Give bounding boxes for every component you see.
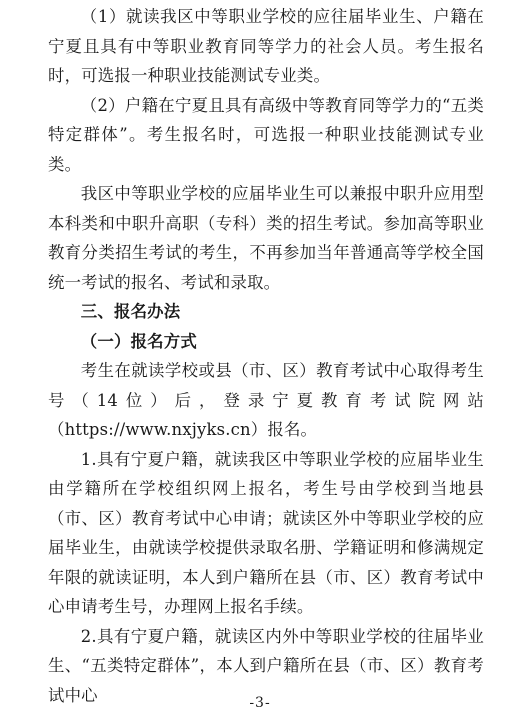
paragraph-registration-website: 考生在就读学校或县（市、区）教育考试中心取得考生号（14位）后，登录宁夏教育考试院网站（https://www.nxjyks.cn）报名。 (48, 361, 484, 439)
paragraph-eligibility-2: （2）户籍在宁夏且具有高级中等教育同等学力的“五类特定群体”。考生报名时，可选报一种职业技能测试专业类。 (48, 95, 484, 174)
paragraph-concurrent-application: 我区中等职业学校的应届毕业生可以兼报中职升应用型本科类和中职升高职（专科）类的招生考试。参加高等职业教育分类招生考试的考生，不再参加当年普通高等学校全国统一考试的报名、考试和录取。 (48, 184, 484, 292)
section-heading-registration: 三、报名办法 (80, 302, 181, 321)
document-body (48, 2, 484, 710)
subsection-heading-registration-method: （一）报名方式 (80, 331, 197, 351)
paragraph-eligibility-1: （1）就读我区中等职业学校的应往届毕业生、户籍在宁夏且具有中等职业教育同等学力的社会人员。考生报名时，可选报一种职业技能测试专业类。 (48, 7, 484, 85)
paragraph-rule-1: 1.具有宁夏户籍，就读我区中等职业学校的应届毕业生由学籍所在学校组织网上报名，考生号由学校到当地县（市、区）教育考试中心申请；就读区外中等职业学校的应届毕业生，由就读学校提供录取名册、学籍证明和修满规定年限的就读证明，本人到户籍所在县（市、区）教育考试中心申请考生号，办理网上报名手续。 (48, 449, 484, 616)
paragraph-rule-2: 2.具有宁夏户籍，就读区内外中等职业学校的往届毕业生、“五类特定群体”，本人到户籍所在县（市、区）教育考试中心 (48, 626, 484, 705)
page-number: -3- (249, 695, 271, 711)
